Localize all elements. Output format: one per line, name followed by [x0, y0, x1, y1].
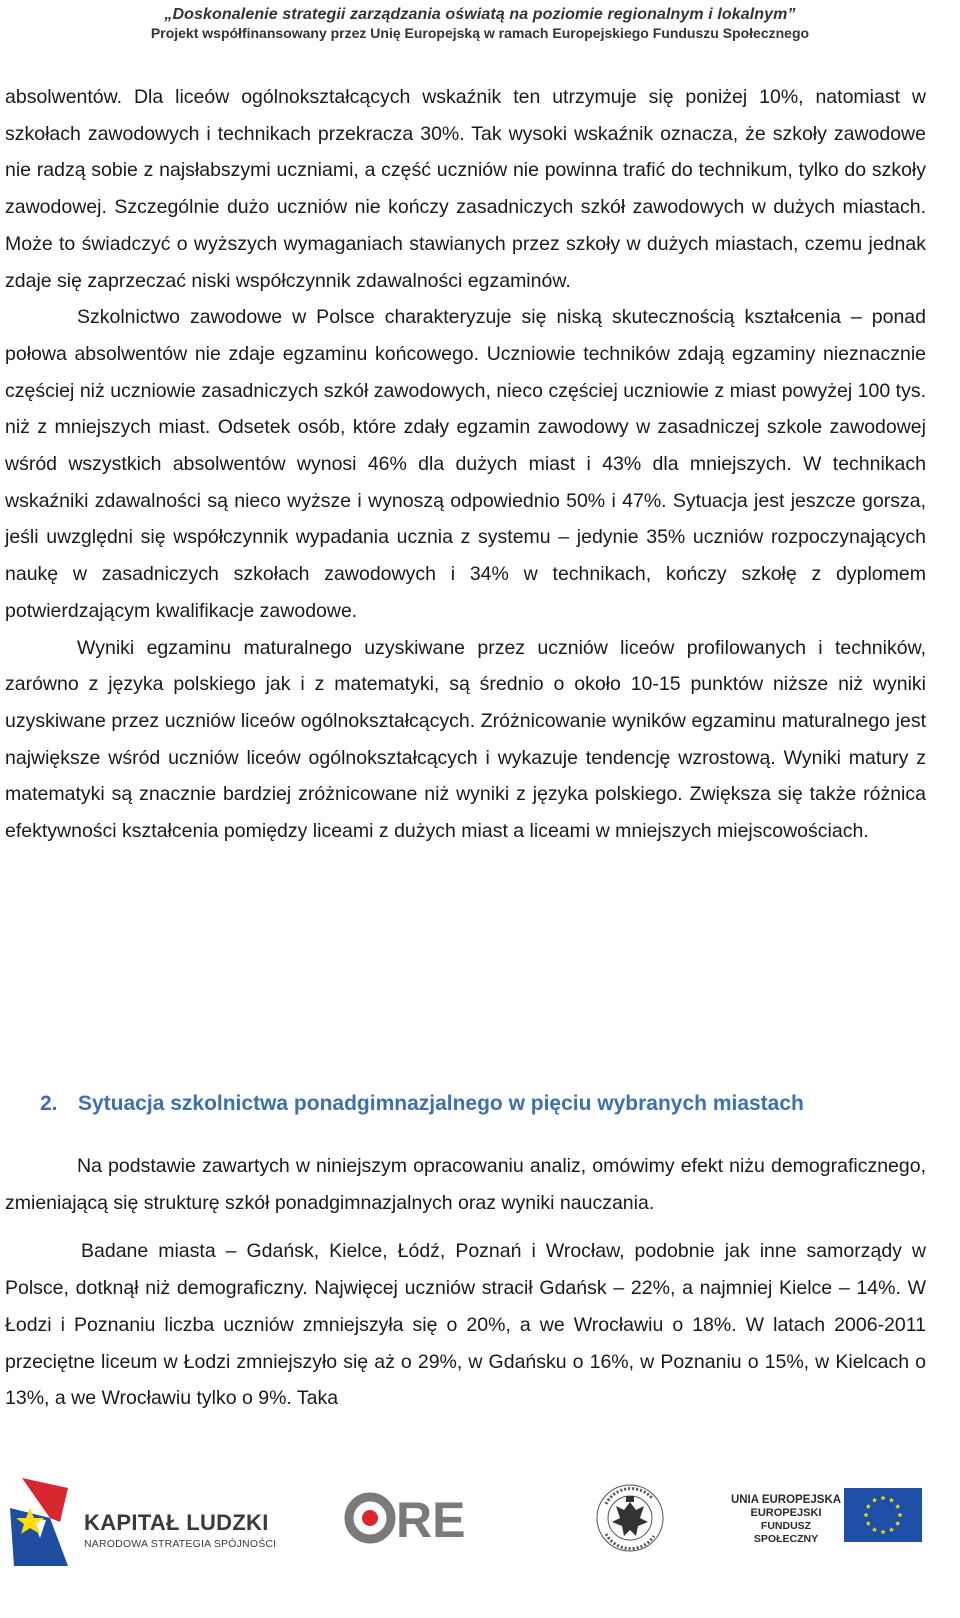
paragraph-3: Wyniki egzaminu maturalnego uzyskiwane przez uczniów liceów profilowanych i techników, zarówno z języka polskiego jak i z matematyki, są średnio o około 10-15 punktów niższe niż wyniki uzyskiwane przez uczniów liceów ogólnokształcących. Zróżnicowanie wyników egzaminu maturalnego jest największe wśród uczniów liceów ogólnokształcących i wykazuje tendencję wzrostową. Wyniki matury z matematyki są znacznie bardziej zróżnicowane niż wyniki z języka polskiego. Zwiększa się także różnica efektywności kształcenia pomiędzy liceami z dużych miast a liceami w mniejszych miejscowościach.: [5, 636, 926, 843]
kapital-ludzki-title: KAPITAŁ LUDZKI: [84, 1510, 269, 1535]
page-footer: [0, 1470, 960, 1618]
eu-text-block: [730, 1494, 842, 1546]
paragraph-1: absolwentów. Dla liceów ogólnokształcących wskaźnik ten utrzymuje się poniżej 10%, natomiast w szkołach zawodowych i technikach przekracza 30%. Tak wysoki wskaźnik oznacza, że szkoły zawodowe nie radzą sobie z najsłabszymi uczniami, a część uczniów nie powinna trafić do technikum, tylko do szkoły zawodowej. Szczególnie dużo uczniów nie kończy zasadniczych szkół zawodowych w dużych miastach. Może to świadczyć o wyższych wymaganiach stawianych przez szkoły w dużych miastach, czemu jednak zdaje się zaprzeczać niski współczynnik zdawalności egzaminów.: [5, 86, 926, 292]
section-paragraph-2: Badane miasta – Gdańsk, Kielce, Łódź, Poznań i Wrocław, podobnie jak inne samorządy w Polsce, dotknął niż demograficzny. Najwięcej uczniów stracił Gdańsk – 22%, a najmniej Kielce – 14%. W Łodzi i Poznaniu liczba uczniów zmniejszyła się o 20%, a we Wrocławiu o 18%. W latach 2006-2011 przeciętne liceum w Łodzi zmniejszyło się aż o 29%, w Gdańsku o 16%, w Poznaniu o 15%, w Kielcach o 13%, a we Wrocławiu tylko o 9%. Taka: [5, 1240, 926, 1410]
body-text: [5, 79, 926, 850]
paragraph-2: Szkolnictwo zawodowe w Polsce charakteryzuje się niską skutecznością kształcenia – ponad połowa absolwentów nie zdaje egzaminu końcowego. Uczniowie techników zdają egzaminy nieznacznie częściej niż uczniowie zasadniczych szkół zawodowych, nieco częściej uczniowie z miast powyżej 100 tys. niż z mniejszych miast. Odsetek osób, które zdały egzamin zawodowy w zasadniczej szkole zawodowej wśród wszystkich absolwentów wynosi 46% dla dużych miast i 43% dla mniejszych. W technikach wskaźniki zdawalności są nieco wyższe i wynoszą odpowiednio 50% i 47%. Sytuacja jest jeszcze gorsza, jeśli uwzględni się współczynnik wypadania ucznia z systemu – jedynie 35% uczniów rozpoczynających naukę w zasadniczych szkołach zawodowych i 34% w technikach, kończy szkołę z dyplomem potwierdzającym kwalifikacje zawodowe.: [5, 306, 926, 622]
section-paragraph-1: Na podstawie zawartych w niniejszym opracowaniu analiz, omówimy efekt niżu demograficznego, zmieniającą się strukturę szkół ponadgimnazjalnych oraz wyniki nauczania.: [5, 1155, 926, 1214]
uniwersytet-warszawski-eagle-icon: [592, 1474, 668, 1564]
eu-line-2: EUROPEJSKI: [750, 1507, 822, 1519]
section-heading: [40, 1092, 804, 1116]
uniwersytet-warszawski-logo: [592, 1474, 668, 1564]
ore-logo-icon: [344, 1488, 474, 1548]
kapital-ludzki-subtitle: NARODOWA STRATEGIA SPÓJNOŚCI: [84, 1538, 277, 1550]
section-number: 2.: [40, 1092, 58, 1115]
unia-europejska-efs-logo: [720, 1488, 945, 1548]
eu-line-3: FUNDUSZ SPOŁECZNY: [753, 1520, 819, 1545]
project-title: „Doskonalenie strategii zarządzania oświatą na poziomie regionalnym i lokalnym”: [164, 6, 796, 23]
section-title: Sytuacja szkolnictwa ponadgimnazjalnego w pięciu wybranych miastach: [78, 1092, 804, 1115]
section-body: [5, 1148, 926, 1417]
page-header: [0, 6, 960, 41]
svg-text:RE: RE: [396, 1492, 466, 1548]
project-funding-note: Projekt współfinansowany przez Unię Europejską w ramach Europejskiego Funduszu Społecznego: [150, 25, 810, 41]
ore-logo: [344, 1488, 474, 1548]
eu-line-1: UNIA EUROPEJSKA: [730, 1494, 842, 1506]
kapital-ludzki-flag-icon: [10, 1478, 72, 1566]
eu-flag-icon: [844, 1488, 922, 1542]
kapital-ludzki-logo: [10, 1478, 290, 1568]
